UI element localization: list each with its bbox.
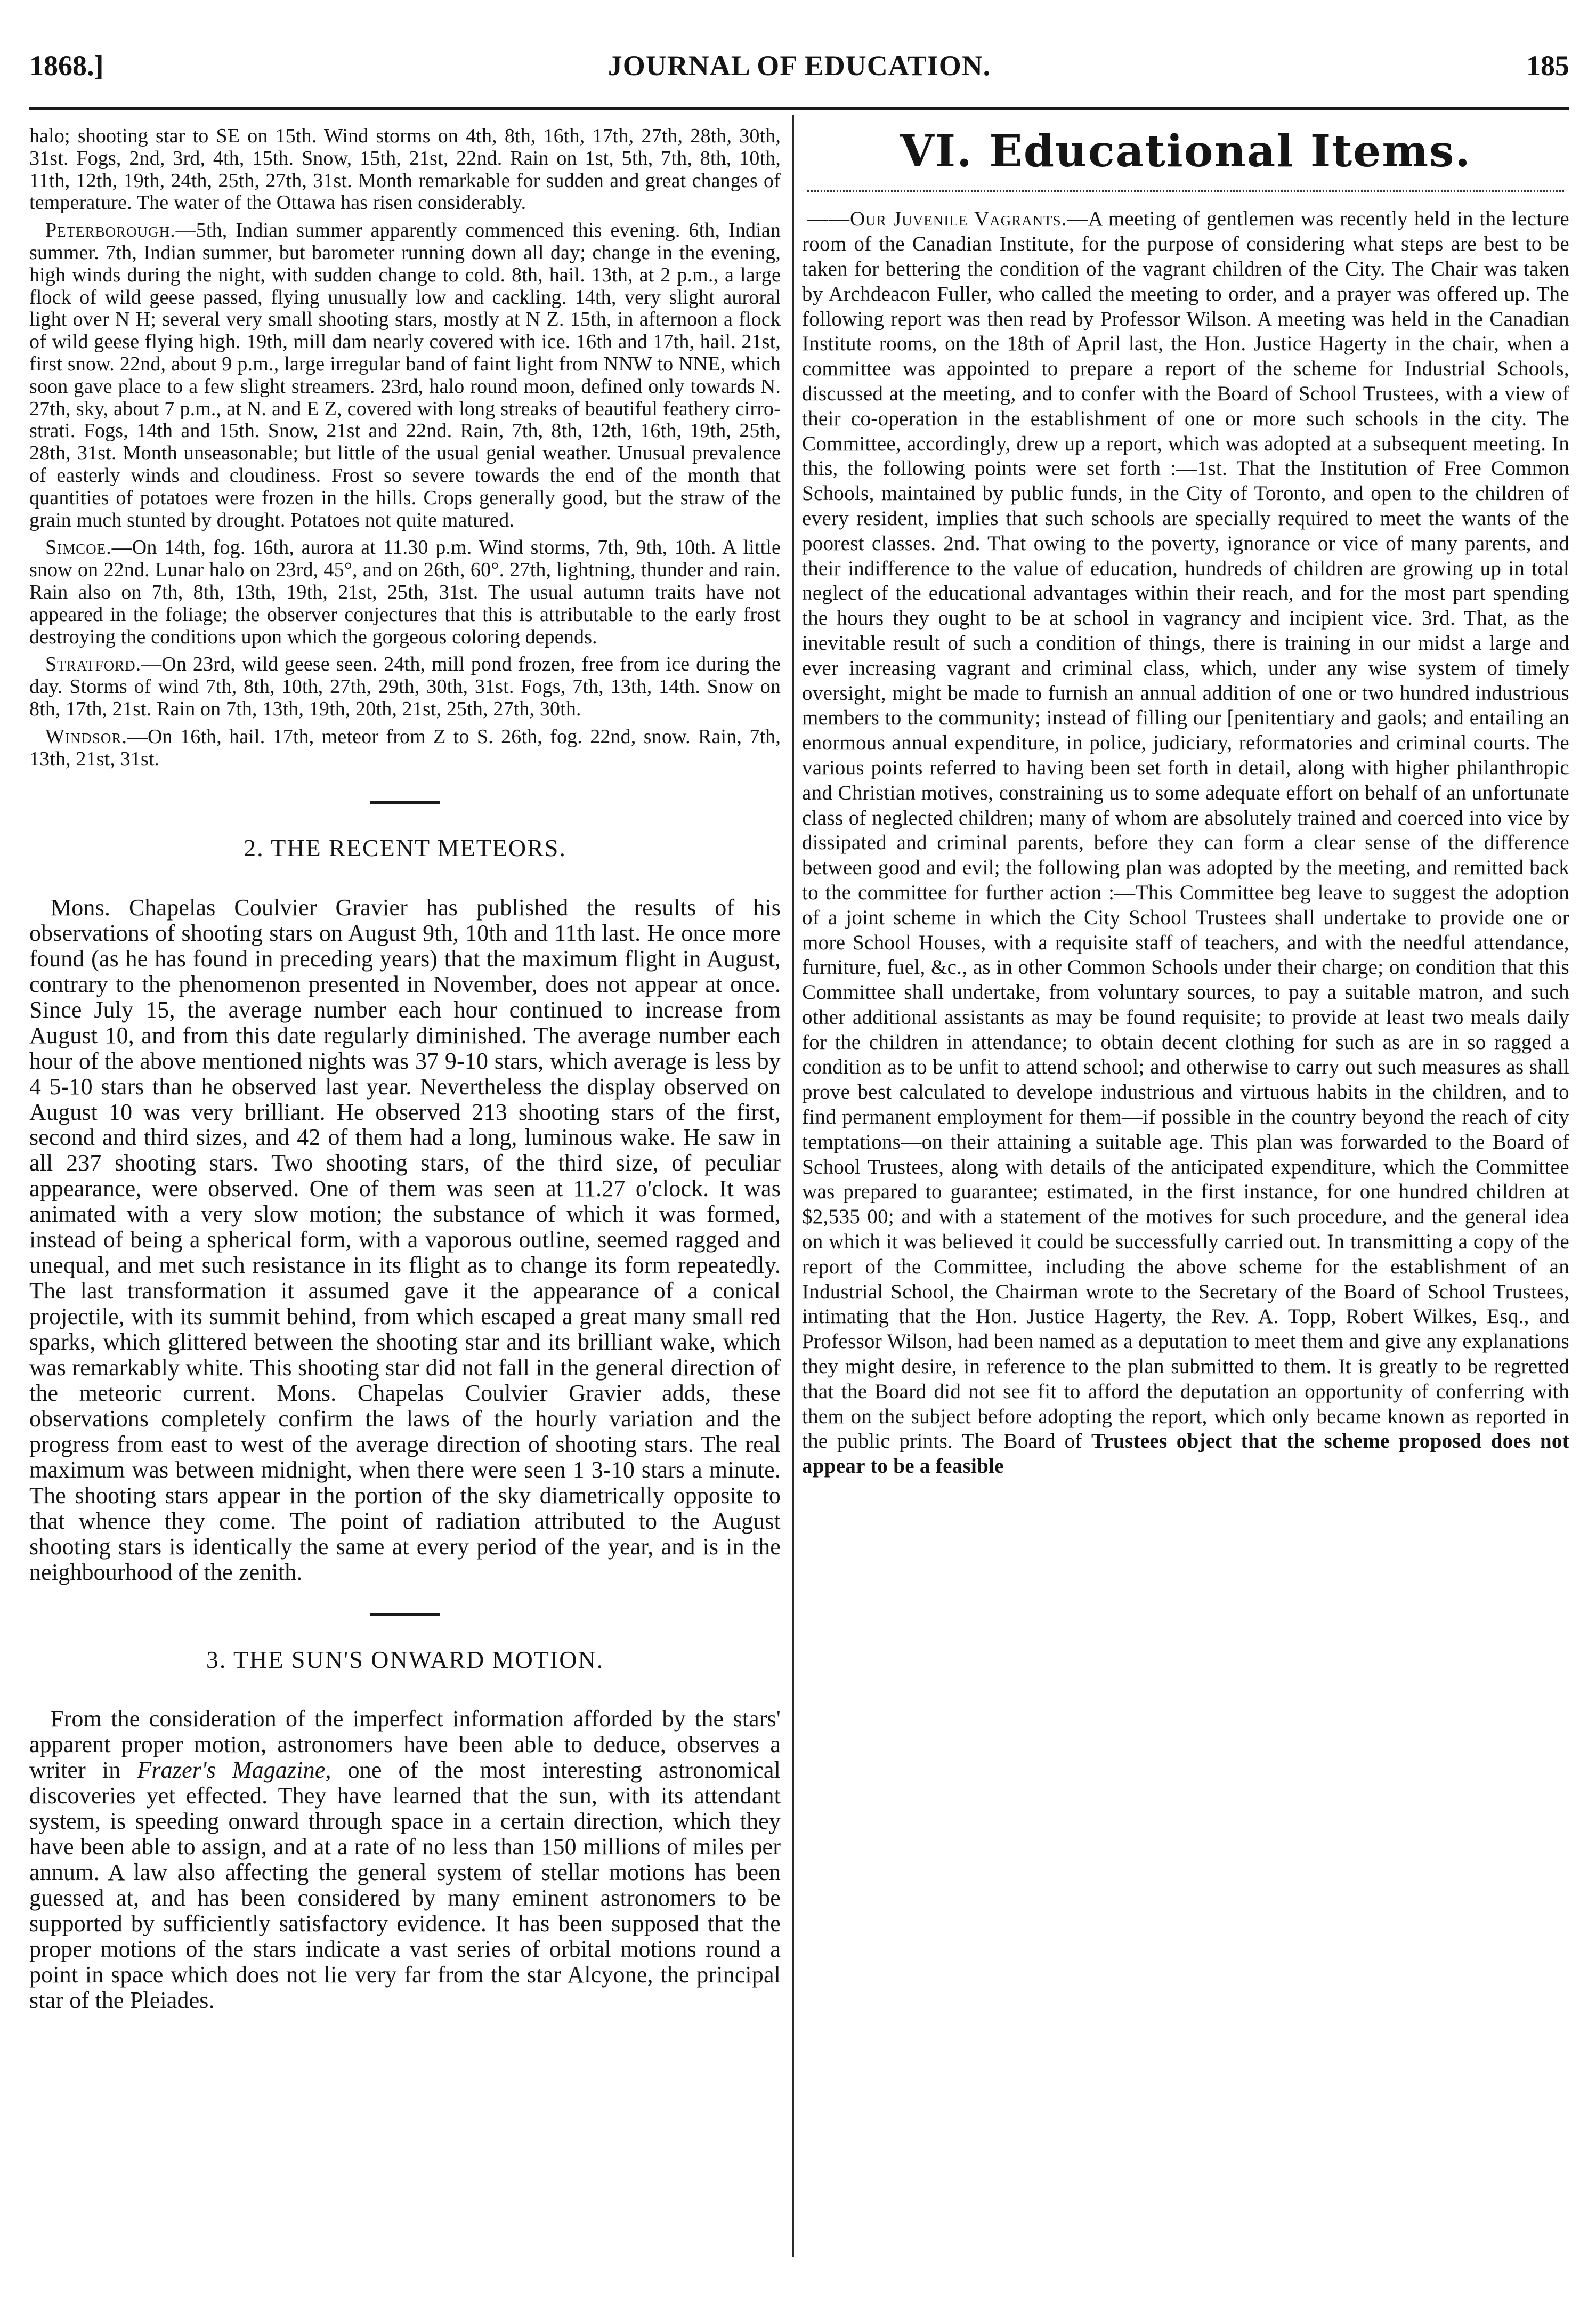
- place-name: Stratford.: [45, 653, 142, 676]
- page-number: 185: [1526, 50, 1569, 82]
- place-name: Windsor.: [45, 725, 127, 748]
- section-divider: [370, 801, 440, 804]
- weather-report-windsor: [29, 726, 781, 771]
- title-underline: [807, 190, 1564, 196]
- sun-motion-article: [29, 1706, 781, 2013]
- header-date: 1868.]: [29, 50, 104, 82]
- section-name: Educational Items.: [989, 126, 1471, 177]
- juvenile-vagrants-article: [802, 207, 1569, 1479]
- article-text: —A meeting of gentlemen was recently held in the lecture room of the Canadian Institute, for the purpose of considering what steps are best to be taken for bettering the condition of the vagrant children of the City. The Chair was taken by Archdeacon Fuller, who called the meeting to order, and a prayer was offered up. The following report was then read by Professor Wilson. A meeting was held in the Canadian Institute rooms, on the 18th of April last, the Hon. Justice Hagerty in the chair, when a committee was appointed to prepare a report of the scheme for Industrial Schools, discussed at the meeting, and to confer with the Board of School Trustees, with a view of their co-operation in the establishment of one or more such schools in the city. The Committee, accordingly, drew up a report, which was adopted at a subsequent meeting. In this, the following points were set forth :—1st. That the Institution of Free Common Schools, maintained by public funds, in the City of Toronto, and open to the children of every resident, implies that such schools are specially required to meet the wants of the poorest classes. 2nd. That owing to the poverty, ignorance or vice of many parents, and their indifference to the value of education, hundreds of children are growing up in total neglect of the educational advantages within their reach, and for the most part spending the hours they ought to be at school in vagrancy and incipient vice. 3rd. That, as the inevitable result of such a condition of things, there is training in our midst a large and ever increasing vagrant and criminal class, which, under any wise system of timely oversight, might be made to furnish an annual addition of one or two hundred industrious members to the community; instead of filling our [penitentiary and gaols; and entailing an enormous annual expenditure, in police, judiciary, reformatories and criminal courts. The various points referred to having been set forth in detail, along with higher philanthropic and Christian motives, constraining us to some adequate effort on behalf of an unfortunate class of neglected children; many of whom are absolutely trained and coerced into vice by dissipated and criminal parents, before they can form a clear sense of the difference between good and evil; the following plan was adopted by the meeting, and remitted back to the committee for further action :—This Committee beg leave to suggest the adoption of a joint scheme in which the City School Trustees shall undertake to provide one or more School Houses, with a requisite staff of teachers, and with the needful attendance, furniture, fuel, &c., as in other Common Schools under their charge; on condition that this Committee shall undertake, from voluntary sources, to pay a suitable matron, and such other additional assistants as may be found requisite; to provide at least two meals daily for the children in attendance; to obtain decent clothing for such as are in so ragged a condition as to be unfit to attend school; and otherwise to carry out such measures as shall prove best calculated to develope industrious and virtuous habits in the children, and to find permanent employment for them—if possible in the country beyond the reach of city temptations—on their attaining a suitable age. This plan was forwarded to the Board of School Trustees, along with details of the anticipated expenditure, which the Committee was prepared to guarantee; estimated, in the first instance, for one hundred children at $2,535 00; and with a statement of the motives for such procedure, and the general idea on which it was believed it could be successfully carried out. In transmitting a copy of the report of the Committee, including the above scheme for the establishment of an Industrial School, the Chairman wrote to the Secretary of the Board of School Trustees, intimating that the Hon. Justice Hagerty, the Rev. A. Topp, Robert Wilkes, Esq., and Professor Wilson, had been named as a deputation to meet them and give any explanations they might desire, in reference to the plan submitted to them. It is greatly to be regretted that the Board did not see fit to afford the deputation an opportunity of conferring with them on the subject before adopting the report, which only became known as reported in the public prints. The Board of: [802, 207, 1569, 1453]
- header-rule: [29, 107, 1569, 110]
- weather-report-intro: halo; shooting star to SE on 15th. Wind storms on 4th, 8th, 16th, 17th, 27th, 28th, 30th, 31st. Fogs, 2nd, 3rd, 4th, 15th. Snow, 15th, 21st, 22nd. Rain on 1st, 5th, 7th, 8th, 10th, 11th, 12th, 19th, 24th, 25th, 27th, 31st. Month remarkable for sudden and great changes of temperature. The water of the Ottawa has risen considerably.: [29, 125, 781, 214]
- page-header: [29, 49, 1569, 92]
- article-lead-in: ——Our Juvenile Vagrants.: [807, 207, 1067, 231]
- section-number: VI.: [900, 126, 973, 177]
- column-divider: [792, 115, 794, 2257]
- report-text: —On 23rd, wild geese seen. 24th, mill pond frozen, free from ice during the day. Storms of wind 7th, 8th, 10th, 27th, 29th, 30th, 31st. Fogs, 7th, 13th, 14th. Snow on 8th, 17th, 21st. Rain on 7th, 13th, 19th, 20th, 21st, 25th, 27th, 30th.: [29, 653, 781, 720]
- place-name: Peterborough.: [45, 219, 176, 242]
- sun-motion-heading: 3. THE SUN'S ONWARD MOTION.: [206, 1645, 604, 1673]
- right-column: [802, 125, 1569, 1479]
- meteors-article: Mons. Chapelas Coulvier Gravier has published the results of his observations of shooting stars on August 9th, 10th and 11th last. He once more found (as he has found in preceding years) that the maximum flight in August, contrary to the phenomenon presented in November, does not appear at once. Since July 15, the average number each hour continued to increase from August 10, and from this date regularly diminished. The average number each hour of the above mentioned nights was 37 9-10 stars, which average is less by 4 5-10 stars than he observed last year. Nevertheless the display observed on August 10 was very brilliant. He observed 213 shooting stars of the first, second and third sizes, and 42 of them had a long, luminous wake. He saw in all 237 shooting stars. Two shooting stars, of the third size, of peculiar appearance, were observed. One of them was seen at 11.27 o'clock. It was animated with a very slow motion; the substance of which it was formed, instead of being a spherical form, with a vaporous outline, seemed ragged and unequal, and met such resistance in its flight as to change its form repeatedly. The last transformation it assumed gave it the appearance of a conical projectile, with its summit behind, from which escaped a great many small red sparks, which glittered between the shooting star and its brilliant wake, which was remarkably white. This shooting star did not fall in the general direction of the meteoric current. Mons. Chapelas Coulvier Gravier adds, these observations completely confirm the laws of the hourly variation and the progress from east to west of the average direction of shooting stars. The real maximum was between midnight, when there were seen 1 3-10 stars a minute. The shooting stars appear in the portion of the sky diametrically opposite to that whence they come. The point of radiation attributed to the August shooting stars is identically the same at every period of the year, and is in the neighbourhood of the zenith.: [29, 894, 781, 1585]
- section-title: [802, 125, 1569, 177]
- report-text: —On 16th, hail. 17th, meteor from Z to S. 26th, fog. 22nd, snow. Rain, 7th, 13th, 21st, 31st.: [29, 725, 781, 770]
- report-text: —On 14th, fog. 16th, aurora at 11.30 p.m. Wind storms, 7th, 9th, 10th. A little snow on 22nd. Lunar halo on 23rd, 45°, and on 26th, 60°. 27th, lightning, thunder and rain. Rain also on 7th, 8th, 13th, 19th, 21st, 25th, 31st. The usual autumn traits have not appeared in the foliage; the observer conjectures that this is attributable to the early frost destroying the conditions upon which the gorgeous coloring depends.: [29, 536, 781, 648]
- left-column: [29, 125, 781, 2013]
- article-last-line: Trustees object that the scheme proposed does not appear to be a feasible: [802, 1430, 1569, 1478]
- magazine-title: Frazer's Magazine: [137, 1757, 326, 1784]
- report-text: —5th, Indian summer apparently commenced this evening. 6th, Indian summer. 7th, Indian summer, but barometer running down all day; change in the evening, high winds during the night, with sudden change to cold. 8th, hail. 13th, at 2 p.m., a large flock of wild geese passed, flying unusually low and cackling. 14th, very slight auroral light over N H; several very small shooting stars, mostly at N Z. 15th, in afternoon a flock of wild geese flying high. 19th, mill dam nearly covered with ice. 16th and 17th, hail. 21st, first snow. 22nd, about 9 p.m., large irregular band of faint light from NNW to NNE, which soon gave place to a few slight streamers. 23rd, halo round moon, defined only towards N. 27th, sky, about 7 p.m., at N. and E Z, covered with long streaks of beautiful feathery cirro-strati. Fogs, 14th and 15th. Snow, 21st and 22nd. Rain, 7th, 8th, 12th, 16th, 19th, 25th, 28th, 31st. Month unseasonable; but little of the usual genial weather. Unusual prevalence of easterly winds and cloudiness. Frost so severe towards the end of the month that quantities of potatoes were frozen in the hills. Crops generally good, but the straw of the grain much stunted by drought. Potatoes not quite matured.: [29, 219, 781, 531]
- journal-title: JOURNAL OF EDUCATION.: [607, 50, 991, 82]
- weather-report-stratford: [29, 653, 781, 720]
- weather-report-simcoe: [29, 537, 781, 648]
- weather-report-peterborough: [29, 220, 781, 531]
- meteors-heading: 2. THE RECENT METEORS.: [244, 834, 566, 862]
- article-text: , one of the most interesting astronomical discoveries yet effected. They have learned that the sun, with its attendant system, is speeding onward through space in a certain direction, which they have been able to assign, and at a rate of no less than 150 millions of miles per annum. A law also affecting the general system of stellar motions has been guessed at, and has been considered by many eminent astronomers to be supported by sufficiently satisfactory evidence. It has been supposed that the proper motions of the stars indicate a vast series of orbital motions round a point in space which does not lie very far from the star Alcyone, the principal star of the Pleiades.: [29, 1757, 781, 2013]
- place-name: Simcoe.: [45, 536, 112, 559]
- section-divider: [370, 1613, 440, 1616]
- article-text: From the consideration of the imperfect information afforded by the stars' apparent proper motion, astronomers have been able to deduce, observes a writer in: [29, 1706, 781, 1784]
